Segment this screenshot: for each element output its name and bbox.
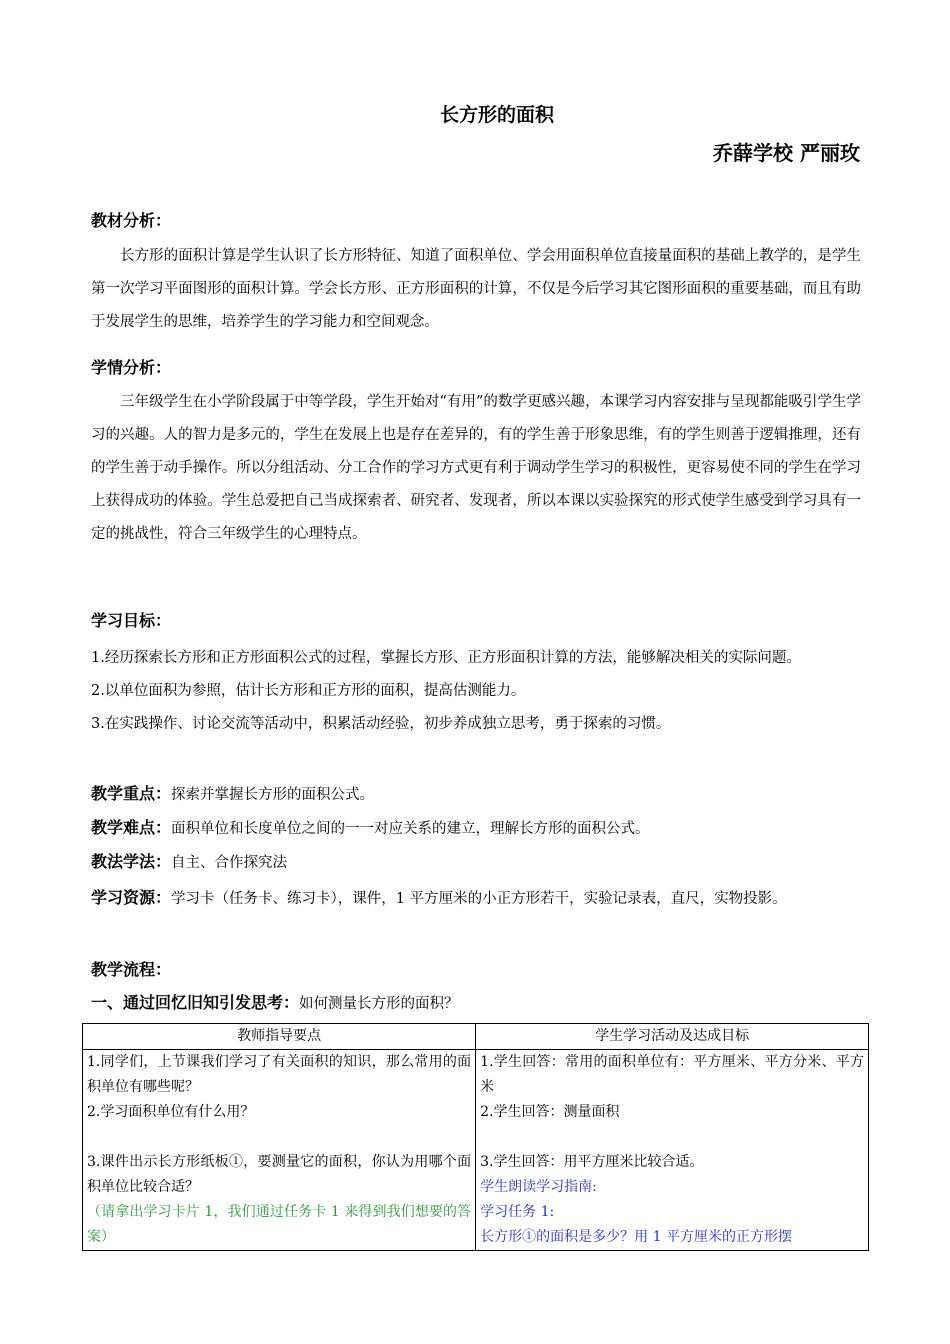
student-spacer (480, 1125, 864, 1150)
student-item-3: 3.学生回答：用平方厘米比较合适。 (480, 1154, 704, 1170)
step1-label: 一、通过回忆旧知引发思考： (91, 993, 300, 1012)
table-header-student: 学生学习活动及达成目标 (476, 1024, 869, 1050)
teacher-spacer (87, 1125, 471, 1150)
material-text: 长方形的面积计算是学生认识了长方形特征、知道了面积单位、学会用面积单位直接量面积的基础上教学的，是学生第一次学习平面图形的面积计算。学会长方形、正方形面积的计算，不仅是今后学习其它图形面积的重要基础，而且有助于发展学生的思维，培养学生的学习能力和空间观念。 (91, 248, 861, 330)
material-heading: 教材分析： (91, 211, 172, 230)
step1-value: 如何测量长方形的面积？ (299, 996, 459, 1012)
flow-heading: 教学流程： (91, 960, 172, 979)
key-point-value: 探索并掌握长方形的面积公式。 (171, 787, 375, 803)
goals-heading: 学习目标： (91, 611, 172, 630)
resources-row (91, 880, 861, 917)
method-row (91, 848, 861, 877)
difficulty-value: 面积单位和长度单位之间的一一对应关系的建立，理解长方形的面积公式。 (171, 821, 650, 837)
goal-item-1: 1.经历探索长方形和正方形面积公式的过程，掌握长方形、正方形面积计算的方法，能够解决相关的实际问题。 (91, 650, 801, 666)
teacher-item-4: （请拿出学习卡片 1，我们通过任务卡 1 来得到我们想要的答案） (87, 1204, 472, 1245)
method-label: 教法学法： (91, 852, 172, 871)
document-title: 长方形的面积 (439, 104, 554, 126)
material-section (91, 207, 861, 339)
students-section (91, 354, 861, 551)
student-item-4: 学生朗读学习指南: (480, 1179, 597, 1195)
flow-table (82, 1023, 869, 1251)
table-header-teacher: 教师指导要点 (83, 1024, 476, 1050)
key-point-row (91, 780, 861, 809)
student-item-5: 学习任务 1: (480, 1204, 555, 1220)
teacher-item-1: 1.同学们，上节课我们学习了有关面积的知识，那么常用的面积单位有哪些呢？ (87, 1054, 472, 1095)
goal-item-3: 3.在实践操作、讨论交流等活动中，积累活动经验，初步养成独立思考，勇于探索的习惯。 (91, 716, 671, 732)
teacher-item-3: 3.课件出示长方形纸板①，要测量它的面积，你认为用哪个面积单位比较合适？ (87, 1154, 472, 1195)
step1-row (91, 989, 861, 1018)
difficulty-row (91, 814, 861, 843)
method-value: 自主、合作探究法 (171, 855, 288, 871)
teacher-cell (83, 1050, 476, 1251)
key-point-label: 教学重点： (91, 784, 172, 803)
goals-section (91, 607, 861, 741)
student-cell (476, 1050, 869, 1251)
resources-value: 学习卡（任务卡、练习卡），课件，1 平方厘米的小正方形若干，实验记录表，直尺，实物投影。 (171, 891, 787, 907)
student-item-2: 2.学生回答：测量面积 (480, 1104, 620, 1120)
teacher-item-2: 2.学习面积单位有什么用？ (87, 1104, 255, 1120)
student-item-6: 长方形①的面积是多少？用 1 平方厘米的正方形摆 (480, 1229, 792, 1245)
goal-item-2: 2.以单位面积为参照，估计长方形和正方形的面积，提高估测能力。 (91, 683, 526, 699)
table-row (83, 1050, 869, 1251)
resources-label: 学习资源： (91, 888, 172, 907)
students-text: 三年级学生在小学阶段属于中等学段，学生开始对“有用”的数学更感兴趣，本课学习内容安排与呈现都能吸引学生学习的兴趣。人的智力是多元的，学生在发展上也是存在差异的，有的学生善于形象思维，有的学生则善于逻辑推理，还有的学生善于动手操作。所以分组活动、分工合作的学习方式更有利于调动学生学习的积极性，更容易使不同的学生在学习上获得成功的体验。学生总爱把自己当成探索者、研究者、发现者，所以本课以实验探究的形式使学生感受到学习具有一定的挑战性，符合三年级学生的心理特点。 (91, 394, 861, 542)
table-header-row (83, 1024, 869, 1050)
students-heading: 学情分析： (91, 358, 172, 377)
author-line: 乔薛学校 严丽玫 (713, 141, 860, 165)
difficulty-label: 教学难点： (91, 818, 172, 837)
student-item-1: 1.学生回答：常用的面积单位有：平方厘米、平方分米、平方米 (480, 1054, 864, 1095)
